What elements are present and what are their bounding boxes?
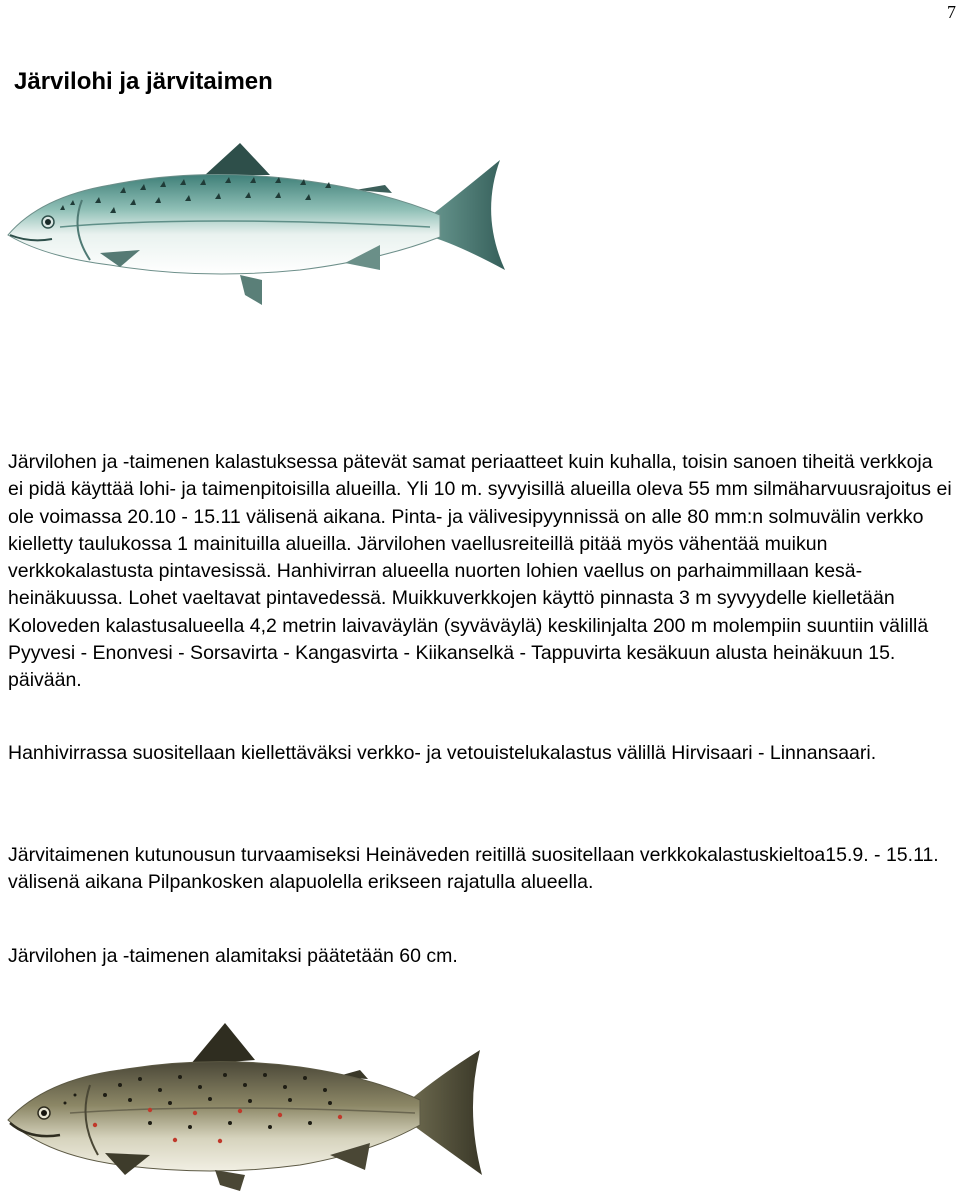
page-title: Järvilohi ja järvitaimen [14, 68, 273, 95]
salmon-illustration [0, 135, 520, 310]
paragraph-fishing-rules: Järvilohen ja -taimenen kalastuksessa pätevät samat periaatteet kuin kuhalla, toisin sanoen tiheitä verkkoja ei pidä käyttää lohi- ja taimenpitoisilla alueilla. Yli 10 m. syvyisillä alueilla oleva 55 mm silmäharvuusrajoitus ei ole voimassa 20.10 - 15.11 välisenä aikana. Pinta- ja välivesipyynnissä on alle 80 mm:n solmuvälin verkko kielletty taulukossa 1 mainituilla alueilla. Järvilohen vaellusreiteillä pitää myös vähentää muikun verkkokalastusta pintavesissä. Hanhivirran alueella nuorten lohien vaellus on parhaimmillaan kesä-heinäkuussa. Lohet vaeltavat pintavedessä. Muikkuverkkojen käyttö pinnasta 3 m syvyydelle kielletään Koloveden kalastusalueella 4,2 metrin laivaväylän (syväväylä) keskilinjalta 200 m molempiin suuntiin välillä Pyyvesi - Enonvesi - Sorsavirta - Kangasvirta - Kiikanselkä - Tappuvirta kesäkuun alusta heinäkuun 15. päivään. [8, 451, 952, 692]
paragraph-hanhivirta: Hanhivirrassa suositellaan kiellettäväksi verkko- ja vetouistelukalastus välillä Hirvisaari - Linnansaari. [8, 742, 877, 764]
paragraph-trout-spawning: Järvitaimenen kutunousun turvaamiseksi Heinäveden reitillä suositellaan verkkokalastuskieltoa15.9. - 15.11. välisenä aikana Pilpankosken alapuolella erikseen rajatulla alueella. [8, 844, 939, 894]
page-number: 7 [947, 2, 956, 22]
trout-illustration [0, 1015, 500, 1191]
paragraph-minimum-size: Järvilohen ja -taimenen alamitaksi päätetään 60 cm. [8, 945, 458, 967]
